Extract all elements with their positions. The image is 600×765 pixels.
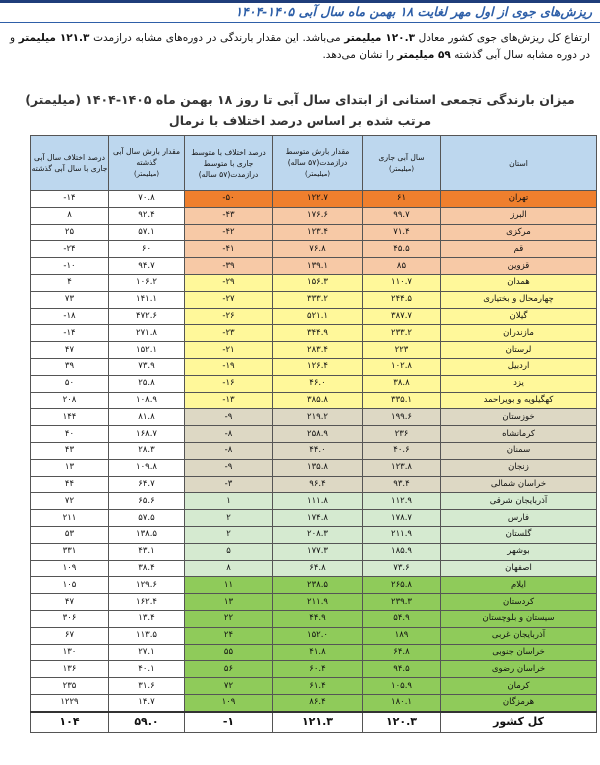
table-row <box>31 342 597 359</box>
cell-current: ۷۳.۶ <box>363 560 441 577</box>
cell-current: ۵۴.۹ <box>363 610 441 627</box>
cell-longterm: ۱۳۵.۸ <box>273 459 363 476</box>
cell-longterm: ۱۲۳.۴ <box>273 224 363 241</box>
cell-diff-lastyear: ۸ <box>31 207 109 224</box>
cell-current: ۳۸.۸ <box>363 375 441 392</box>
cell-province: همدان <box>441 274 597 291</box>
cell-diff-lastyear: ۵۰ <box>31 375 109 392</box>
cell-province: چهارمحال و بختیاری <box>441 291 597 308</box>
cell-lastyear: ۷۰.۸ <box>109 191 185 208</box>
cell-lastyear: ۲۷.۱ <box>109 644 185 661</box>
cell-longterm: ۲۸۳.۴ <box>273 342 363 359</box>
cell-current: ۳۸۷.۷ <box>363 308 441 325</box>
cell-current: ۲۳۹.۳ <box>363 594 441 611</box>
cell-longterm: ۱۵۶.۳ <box>273 274 363 291</box>
cell-diff-lastyear: ۴۷ <box>31 342 109 359</box>
table-body <box>31 191 597 712</box>
cell-diff-lastyear: ۳۹ <box>31 358 109 375</box>
cell-current: ۲۴۴.۵ <box>363 291 441 308</box>
cell-diff-longterm: ۵۵ <box>185 644 273 661</box>
cell-province: قم <box>441 241 597 258</box>
cell-province: بوشهر <box>441 543 597 560</box>
table-row <box>31 392 597 409</box>
cell-current: ۲۳۳.۲ <box>363 325 441 342</box>
cell-current: ۹۴.۵ <box>363 661 441 678</box>
cell-lastyear: ۳۱.۶ <box>109 678 185 695</box>
cell-current: ۸۵ <box>363 258 441 275</box>
cell-current: ۲۶۵.۸ <box>363 577 441 594</box>
cell-lastyear: ۱۳۸.۵ <box>109 526 185 543</box>
header-province: استان <box>441 136 597 191</box>
table-row <box>31 442 597 459</box>
cell-diff-longterm: -۲۹ <box>185 274 273 291</box>
cell-province: خوزستان <box>441 409 597 426</box>
cell-current: ۹۳.۴ <box>363 476 441 493</box>
table-row <box>31 325 597 342</box>
cell-lastyear: ۱۶۸.۷ <box>109 426 185 443</box>
cell-longterm: ۱۳۹.۱ <box>273 258 363 275</box>
cell-province: آذربایجان شرقی <box>441 493 597 510</box>
cell-diff-longterm: -۸ <box>185 426 273 443</box>
cell-province: آذربایجان غربی <box>441 627 597 644</box>
cell-diff-lastyear: ۲۱۱ <box>31 510 109 527</box>
cell-longterm: ۲۳۸.۵ <box>273 577 363 594</box>
cell-diff-lastyear: ۵۳ <box>31 526 109 543</box>
cell-diff-longterm: -۲۳ <box>185 325 273 342</box>
table-row <box>31 459 597 476</box>
cell-current: ۱۰۲.۸ <box>363 358 441 375</box>
cell-diff-lastyear: ۷۲ <box>31 493 109 510</box>
header-lastyear: مقدار بارش سال آبی گذشته (میلیمتر) <box>109 136 185 191</box>
cell-longterm: ۳۸۵.۸ <box>273 392 363 409</box>
cell-longterm: ۳۳۳.۲ <box>273 291 363 308</box>
cell-diff-longterm: ۱ <box>185 493 273 510</box>
cell-province: کرمان <box>441 678 597 695</box>
table-row <box>31 594 597 611</box>
cell-diff-longterm: -۴۳ <box>185 207 273 224</box>
cell-current: ۱۷۸.۷ <box>363 510 441 527</box>
total-diff-longterm: -۱ <box>185 712 273 733</box>
cell-longterm: ۱۱۱.۸ <box>273 493 363 510</box>
total-diff-lastyear: ۱۰۴ <box>31 712 109 733</box>
cell-diff-lastyear: ۳۳۱ <box>31 543 109 560</box>
cell-diff-longterm: -۳۹ <box>185 258 273 275</box>
cell-diff-longterm: -۱۶ <box>185 375 273 392</box>
table-row <box>31 241 597 258</box>
cell-longterm: ۱۲۲.۷ <box>273 191 363 208</box>
cell-longterm: ۸۶.۴ <box>273 694 363 711</box>
cell-lastyear: ۸۱.۸ <box>109 409 185 426</box>
cell-lastyear: ۱۵۲.۱ <box>109 342 185 359</box>
cell-province: خراسان رضوی <box>441 661 597 678</box>
cell-current: ۴۰.۶ <box>363 442 441 459</box>
cell-diff-lastyear: ۱۳۶ <box>31 661 109 678</box>
cell-lastyear: ۹۴.۷ <box>109 258 185 275</box>
cell-diff-lastyear: ۱۲۲۹ <box>31 694 109 711</box>
cell-province: فارس <box>441 510 597 527</box>
cell-province: زنجان <box>441 459 597 476</box>
cell-diff-longterm: -۱۳ <box>185 392 273 409</box>
cell-diff-longterm: ۱۳ <box>185 594 273 611</box>
total-longterm: ۱۲۱.۳ <box>273 712 363 733</box>
cell-diff-longterm: -۲۶ <box>185 308 273 325</box>
table-row <box>31 375 597 392</box>
cell-longterm: ۱۷۷.۳ <box>273 543 363 560</box>
cell-current: ۹۹.۷ <box>363 207 441 224</box>
cell-diff-lastyear: ۴۴ <box>31 476 109 493</box>
cell-lastyear: ۲۸.۳ <box>109 442 185 459</box>
cell-diff-longterm: ۲۲ <box>185 610 273 627</box>
intro-value-lastyear: ۵۹ میلیمتر <box>397 49 451 61</box>
cell-diff-lastyear: ۱۳ <box>31 459 109 476</box>
cell-lastyear: ۵۷.۵ <box>109 510 185 527</box>
intro-paragraph <box>10 30 590 64</box>
table-row <box>31 661 597 678</box>
cell-lastyear: ۱۴.۷ <box>109 694 185 711</box>
table-row <box>31 258 597 275</box>
cell-diff-lastyear: -۱۴ <box>31 325 109 342</box>
cell-longterm: ۶۱.۴ <box>273 678 363 695</box>
cell-lastyear: ۶۵.۶ <box>109 493 185 510</box>
cell-province: سیستان و بلوچستان <box>441 610 597 627</box>
cell-longterm: ۲۰۸.۳ <box>273 526 363 543</box>
cell-diff-lastyear: ۲۳۵ <box>31 678 109 695</box>
cell-lastyear: ۱۲۹.۶ <box>109 577 185 594</box>
cell-diff-longterm: ۱۱ <box>185 577 273 594</box>
cell-diff-lastyear: ۲۰۸ <box>31 392 109 409</box>
cell-lastyear: ۲۷۱.۸ <box>109 325 185 342</box>
cell-diff-longterm: -۴۲ <box>185 224 273 241</box>
table-row <box>31 493 597 510</box>
cell-province: کهگیلویه و بویراحمد <box>441 392 597 409</box>
header-diff-lastyear: درصد اختلاف سال آبی جاری با سال آبی گذشته <box>31 136 109 191</box>
total-row <box>31 712 597 733</box>
cell-current: ۴۵.۵ <box>363 241 441 258</box>
cell-diff-longterm: -۸ <box>185 442 273 459</box>
cell-diff-lastyear: -۱۰ <box>31 258 109 275</box>
cell-diff-lastyear: -۱۴ <box>31 191 109 208</box>
cell-longterm: ۲۵۸.۹ <box>273 426 363 443</box>
section-heading: ریزش‌های جوی از اول مهر لغایت ۱۸ بهمن ماه سال آبی ۱۴۰۵-۱۴۰۴ <box>235 4 592 19</box>
total-current: ۱۲۰.۳ <box>363 712 441 733</box>
cell-lastyear: ۴۰.۱ <box>109 661 185 678</box>
cell-diff-lastyear: ۷۳ <box>31 291 109 308</box>
cell-province: قزوین <box>441 258 597 275</box>
cell-longterm: ۴۴.۹ <box>273 610 363 627</box>
header-current-unit: (میلیمتر) <box>388 164 415 173</box>
cell-diff-longterm: -۴۱ <box>185 241 273 258</box>
cell-longterm: ۱۲۶.۴ <box>273 358 363 375</box>
cell-diff-longterm: ۸ <box>185 560 273 577</box>
cell-lastyear: ۳۸.۴ <box>109 560 185 577</box>
cell-lastyear: ۴۷۲.۶ <box>109 308 185 325</box>
cell-lastyear: ۶۴.۷ <box>109 476 185 493</box>
cell-longterm: ۳۴۴.۹ <box>273 325 363 342</box>
cell-current: ۱۱۲.۹ <box>363 493 441 510</box>
table-row <box>31 543 597 560</box>
cell-province: اصفهان <box>441 560 597 577</box>
cell-current: ۱۲۳.۸ <box>363 459 441 476</box>
cell-province: گیلان <box>441 308 597 325</box>
table-header-row <box>31 136 597 191</box>
cell-longterm: ۶۰.۴ <box>273 661 363 678</box>
cell-diff-lastyear: ۴۳ <box>31 442 109 459</box>
table-row <box>31 694 597 711</box>
cell-current: ۳۳۵.۱ <box>363 392 441 409</box>
cell-province: اردبیل <box>441 358 597 375</box>
cell-diff-lastyear: ۴۷ <box>31 594 109 611</box>
cell-diff-lastyear: ۱۰۹ <box>31 560 109 577</box>
cell-current: ۱۹۹.۶ <box>363 409 441 426</box>
cell-province: مازندران <box>441 325 597 342</box>
cell-lastyear: ۱۱۳.۵ <box>109 627 185 644</box>
cell-province: سمنان <box>441 442 597 459</box>
table-subtitle: مرتب شده بر اساس درصد اختلاف با نرمال <box>168 113 432 128</box>
cell-longterm: ۴۴.۰ <box>273 442 363 459</box>
cell-diff-lastyear: ۲۵ <box>31 224 109 241</box>
cell-diff-lastyear: ۱۴۴ <box>31 409 109 426</box>
cell-diff-longterm: -۹ <box>185 409 273 426</box>
cell-lastyear: ۴۳.۱ <box>109 543 185 560</box>
cell-diff-lastyear: -۱۸ <box>31 308 109 325</box>
heading-divider <box>0 22 600 23</box>
intro-text-3: و در دوره مشابه سال آبی گذشته <box>10 32 590 61</box>
cell-lastyear: ۷۳.۹ <box>109 358 185 375</box>
cell-current: ۱۸۹ <box>363 627 441 644</box>
header-diff-longterm: درصد اختلاف با متوسط جاری با متوسط درازمدت(۵۷ ساله) <box>185 136 273 191</box>
intro-text-4: را نشان می‌دهد. <box>322 49 394 61</box>
total-label: کل کشور <box>441 712 597 733</box>
cell-diff-longterm: ۱۰۹ <box>185 694 273 711</box>
cell-province: مرکزی <box>441 224 597 241</box>
cell-province: تهران <box>441 191 597 208</box>
header-lastyear-unit: (میلیمتر) <box>133 170 160 178</box>
header-current: سال آبی جاری (میلیمتر) <box>363 136 441 191</box>
cell-province: کرمانشاه <box>441 426 597 443</box>
cell-diff-lastyear: ۴۰ <box>31 426 109 443</box>
cell-province: ایلام <box>441 577 597 594</box>
cell-diff-lastyear: ۶۷ <box>31 627 109 644</box>
table-row <box>31 291 597 308</box>
cell-lastyear: ۱۴۱.۱ <box>109 291 185 308</box>
cell-province: کردستان <box>441 594 597 611</box>
cell-current: ۲۲۳ <box>363 342 441 359</box>
table-row <box>31 577 597 594</box>
cell-diff-longterm: ۲۴ <box>185 627 273 644</box>
cell-lastyear: ۱۰۹.۸ <box>109 459 185 476</box>
intro-value-longterm: ۱۲۱.۳ میلیمتر <box>18 32 90 44</box>
table-row <box>31 510 597 527</box>
cell-longterm: ۲۱۹.۲ <box>273 409 363 426</box>
cell-longterm: ۱۵۲.۰ <box>273 627 363 644</box>
table-row <box>31 678 597 695</box>
table-row <box>31 358 597 375</box>
cell-lastyear: ۱۰۸.۹ <box>109 392 185 409</box>
cell-diff-longterm: -۹ <box>185 459 273 476</box>
table-row <box>31 526 597 543</box>
cell-current: ۱۰۵.۹ <box>363 678 441 695</box>
cell-province: هرمزگان <box>441 694 597 711</box>
cell-diff-lastyear: ۳۰۶ <box>31 610 109 627</box>
cell-lastyear: ۵۷.۱ <box>109 224 185 241</box>
table-row <box>31 610 597 627</box>
cell-longterm: ۴۱.۸ <box>273 644 363 661</box>
cell-lastyear: ۱۶۲.۴ <box>109 594 185 611</box>
cell-current: ۲۳۶ <box>363 426 441 443</box>
cell-longterm: ۹۶.۴ <box>273 476 363 493</box>
cell-current: ۷۱.۴ <box>363 224 441 241</box>
table-title: میزان بارندگی تجمعی استانی از ابتدای سال آبی تا روز ۱۸ بهمن ماه ۱۴۰۵-۱۴۰۴ (میلیمتر) <box>25 92 575 107</box>
header-longterm: مقدار بارش متوسط درازمدت(۵۷ ساله) (میلیمتر) <box>273 136 363 191</box>
cell-diff-lastyear: -۲۴ <box>31 241 109 258</box>
cell-province: البرز <box>441 207 597 224</box>
cell-longterm: ۶۴.۸ <box>273 560 363 577</box>
cell-longterm: ۷۶.۸ <box>273 241 363 258</box>
cell-province: خراسان شمالی <box>441 476 597 493</box>
cell-diff-longterm: ۷۲ <box>185 678 273 695</box>
cell-lastyear: ۱۳.۴ <box>109 610 185 627</box>
cell-diff-longterm: -۲۱ <box>185 342 273 359</box>
cell-current: ۶۱ <box>363 191 441 208</box>
cell-diff-longterm: -۵۰ <box>185 191 273 208</box>
cell-diff-longterm: -۱۹ <box>185 358 273 375</box>
cell-lastyear: ۲۵.۸ <box>109 375 185 392</box>
intro-text-1: ارتفاع کل ریزش‌های جوی کشور معادل <box>418 32 590 44</box>
cell-current: ۱۸۵.۹ <box>363 543 441 560</box>
cell-current: ۱۱۰.۷ <box>363 274 441 291</box>
cell-current: ۱۸۰.۱ <box>363 694 441 711</box>
cell-province: خراسان جنوبی <box>441 644 597 661</box>
intro-value-country: ۱۲۰.۳ میلیمتر <box>344 32 415 44</box>
cell-diff-longterm: ۵۶ <box>185 661 273 678</box>
cell-diff-longterm: -۲۷ <box>185 291 273 308</box>
cell-diff-lastyear: ۱۳۰ <box>31 644 109 661</box>
table-row <box>31 409 597 426</box>
table-row <box>31 274 597 291</box>
cell-longterm: ۵۲۱.۱ <box>273 308 363 325</box>
rainfall-table <box>30 135 597 733</box>
table-row <box>31 476 597 493</box>
cell-current: ۲۱۱.۹ <box>363 526 441 543</box>
cell-current: ۶۴.۸ <box>363 644 441 661</box>
table-row <box>31 426 597 443</box>
cell-lastyear: ۹۲.۴ <box>109 207 185 224</box>
cell-diff-longterm: ۲ <box>185 526 273 543</box>
total-lastyear: ۵۹.۰ <box>109 712 185 733</box>
intro-text-2: می‌باشد. این مقدار بارندگی در دوره‌های مشابه درازمدت <box>93 32 341 44</box>
table-row <box>31 191 597 208</box>
table-row <box>31 308 597 325</box>
cell-lastyear: ۶۰ <box>109 241 185 258</box>
header-longterm-unit: (میلیمتر) <box>304 170 331 178</box>
cell-diff-lastyear: ۴ <box>31 274 109 291</box>
cell-diff-longterm: ۵ <box>185 543 273 560</box>
table-row <box>31 560 597 577</box>
cell-longterm: ۱۷۶.۶ <box>273 207 363 224</box>
cell-diff-lastyear: ۱۰۵ <box>31 577 109 594</box>
cell-lastyear: ۱۰۶.۲ <box>109 274 185 291</box>
table-row <box>31 644 597 661</box>
table-row <box>31 224 597 241</box>
cell-longterm: ۱۷۴.۸ <box>273 510 363 527</box>
cell-province: یزد <box>441 375 597 392</box>
cell-longterm: ۴۶.۰ <box>273 375 363 392</box>
cell-province: گلستان <box>441 526 597 543</box>
table-row <box>31 207 597 224</box>
cell-province: لرستان <box>441 342 597 359</box>
cell-longterm: ۲۱۱.۹ <box>273 594 363 611</box>
table-row <box>31 627 597 644</box>
cell-diff-longterm: -۳ <box>185 476 273 493</box>
cell-diff-longterm: ۲ <box>185 510 273 527</box>
